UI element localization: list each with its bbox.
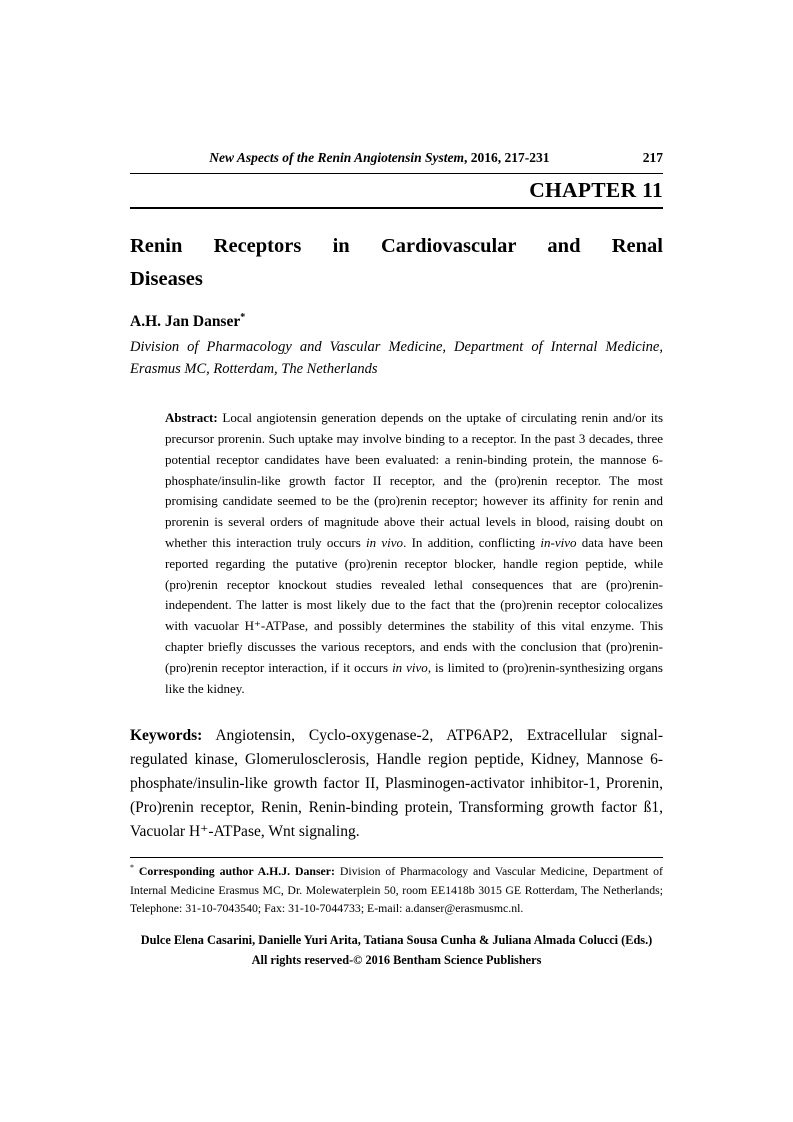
footnote-marker: * bbox=[130, 863, 134, 873]
footnote-block bbox=[130, 857, 663, 917]
author-footnote-marker: * bbox=[240, 311, 246, 323]
chapter-title-line2: Diseases bbox=[130, 267, 203, 290]
running-head-citation bbox=[130, 150, 629, 166]
header-rule bbox=[130, 173, 663, 174]
keywords-label: Keywords: bbox=[130, 727, 203, 745]
abstract-text: Local angiotensin generation depends on the uptake of circulating renin and/or its precursor prorenin. Such uptake may involve binding to a receptor. In the past 3 decades, three potential receptor candidates have been evaluated: a renin-binding protein, the mannose 6-phosphate/insulin-like growth factor II receptor, and the (pro)renin receptor. The most promising candidate seemed to be the (pro)renin receptor; however its affinity for renin and prorenin is several orders of magnitude above their actual levels in blood, raising doubt on whether this interaction truly occurs in vivo. In addition, conflicting in-vivo data have been reported regarding the putative (pro)renin receptor blocker, handle region peptide, while (pro)renin receptor knockout studies revealed lethal consequences that are (pro)renin-independent. The latter is most likely due to the fact that the (pro)renin receptor colocalizes with vacuolar H⁺-ATPase, and possibly determines the stability of this vital enzyme. This chapter briefly discusses the various receptors, and ends with the conclusion that (pro)renin-(pro)renin receptor interaction, if it occurs in vivo, is limited to (pro)renin-synthesizing organs like the kidney. bbox=[165, 410, 663, 696]
page-footer bbox=[130, 931, 663, 970]
abstract-label: Abstract: bbox=[165, 410, 218, 426]
keywords-text: Angiotensin, Cyclo-oxygenase-2, ATP6AP2, Extracellular signal-regulated kinase, Glomerulosclerosis, Handle region peptide, Kidney, Mannose 6-phosphate/insulin-like growth factor II, Plasminogen-activator inhibitor-1, Prorenin, (Pro)renin receptor, Renin, Renin-binding protein, Transforming growth factor ß1, Vacuolar H⁺-ATPase, Wnt signaling. bbox=[130, 727, 663, 841]
corresponding-author-footnote bbox=[130, 862, 663, 917]
affiliation: Division of Pharmacology and Vascular Medicine, Department of Internal Medicine, Erasmus MC, Rotterdam, The Netherlands bbox=[130, 338, 663, 377]
page-number: 217 bbox=[642, 150, 663, 165]
book-title: New Aspects of the Renin Angiotensin System bbox=[209, 150, 465, 165]
editors-line: Dulce Elena Casarini, Danielle Yuri Arita, Tatiana Sousa Cunha & Juliana Almada Colucci (Eds.) bbox=[140, 933, 653, 948]
rights-line: All rights reserved-© 2016 Bentham Science Publishers bbox=[251, 953, 542, 967]
running-head bbox=[130, 150, 663, 166]
keywords-paragraph bbox=[130, 724, 663, 844]
chapter-rule bbox=[130, 207, 663, 209]
author-line bbox=[130, 312, 663, 331]
footnote-rule bbox=[130, 857, 663, 858]
chapter-label: CHAPTER 11 bbox=[529, 178, 663, 202]
footnote-label: Corresponding author A.H.J. Danser: bbox=[138, 864, 335, 879]
book-issue-pages: , 2016, 217-231 bbox=[464, 150, 550, 165]
chapter-title bbox=[130, 230, 663, 296]
footnote-text: Division of Pharmacology and Vascular Medicine, Department of Internal Medicine Erasmus MC, Dr. Molewaterplein 50, room EE1418b 3015 GE Rotterdam, The Netherlands; Telephone: 31-10-7043540; Fax: 31-10-7044733; E-mail: a.danser@erasmusmc.nl. bbox=[130, 864, 663, 916]
chapter-title-line1: Renin Receptors in Cardiovascular and Renal bbox=[130, 235, 663, 257]
author-name: A.H. Jan Danser bbox=[130, 312, 241, 330]
abstract-paragraph bbox=[165, 408, 663, 699]
